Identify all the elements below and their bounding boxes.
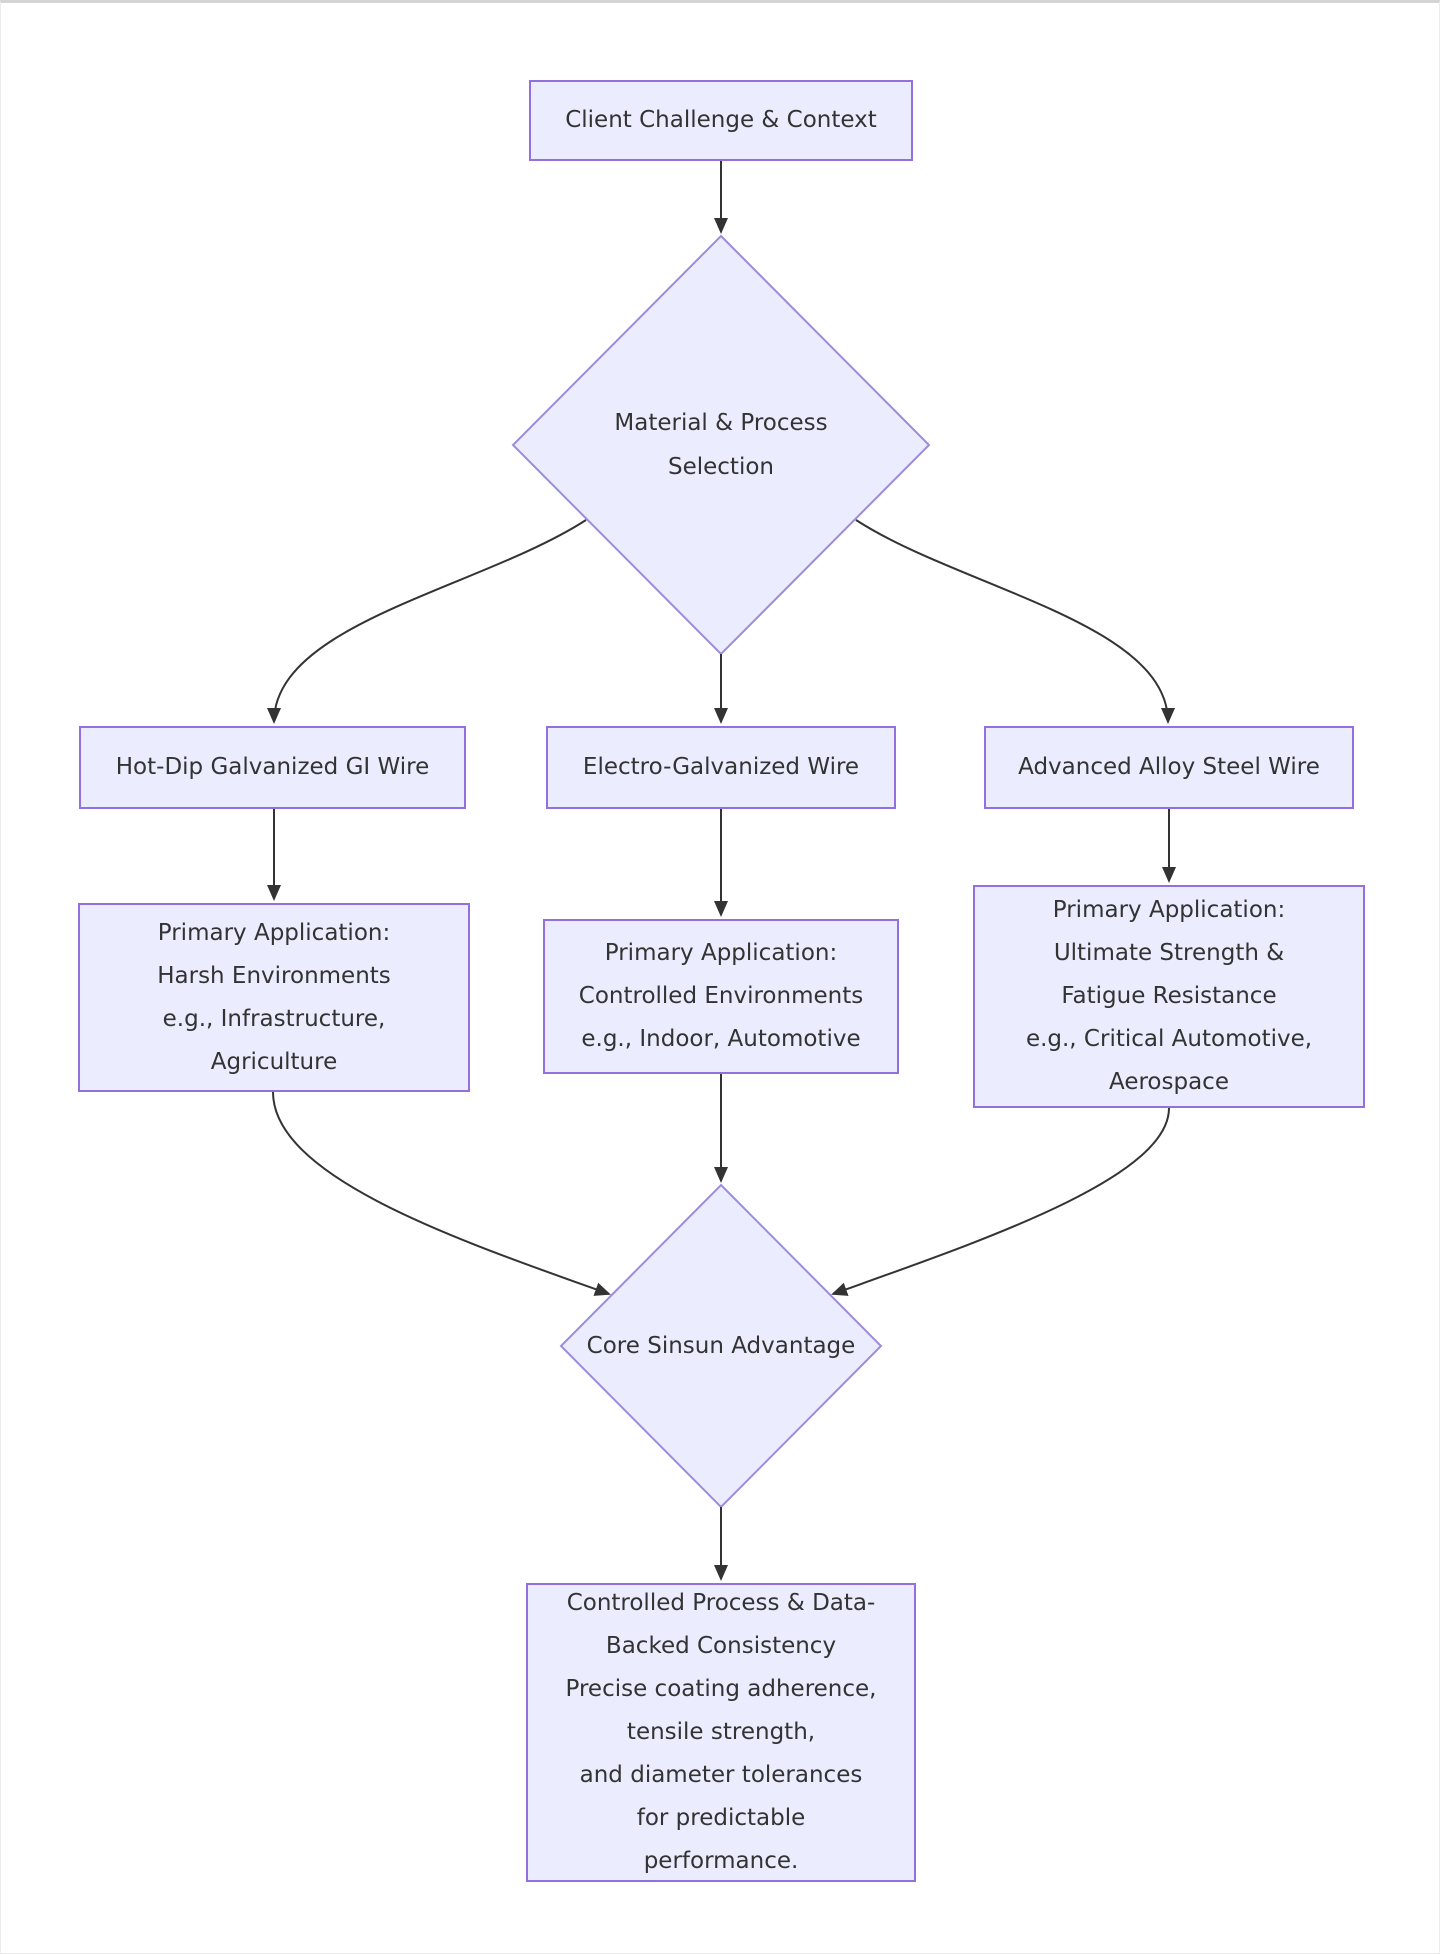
- node-app-hot-dip: Primary Application: Harsh Environments e.g., Infrastructure, Agriculture: [78, 903, 470, 1092]
- node-alloy-wire: [984, 726, 1354, 809]
- node-electro-wire-label: Electro-Galvanized Wire: [582, 754, 860, 780]
- label-core-sinsun-advantage: Core Sinsun Advantage: [586, 1333, 856, 1359]
- node-client-challenge: [529, 80, 913, 161]
- node-alloy-wire-label: Advanced Alloy Steel Wire: [1018, 754, 1320, 780]
- node-app-electro: Primary Application: Controlled Environments e.g., Indoor, Automotive: [543, 919, 899, 1074]
- edge-apphotdip-to-advantage: [273, 1092, 609, 1294]
- edge-selection-to-alloy: [856, 520, 1168, 722]
- diamond-material-process-selection: [513, 236, 929, 654]
- node-hot-dip-wire: [79, 726, 466, 809]
- label-material-process-selection: Material & Process Selection: [614, 410, 828, 480]
- edge-appalloy-to-advantage: [833, 1108, 1169, 1294]
- diamond-core-sinsun-advantage: [561, 1185, 881, 1507]
- node-electro-wire: [546, 726, 896, 809]
- node-outcome: Controlled Process & Data- Backed Consistency Precise coating adherence, tensile strength, and diameter tolerances for predictable performance.: [526, 1583, 916, 1882]
- edge-selection-to-hotdip: [274, 520, 586, 722]
- node-client-challenge-label: Client Challenge & Context: [565, 107, 877, 133]
- node-hot-dip-wire-label: Hot-Dip Galvanized GI Wire: [115, 754, 430, 780]
- node-app-alloy: Primary Application: Ultimate Strength & Fatigue Resistance e.g., Critical Automotive, Aerospace: [973, 885, 1365, 1108]
